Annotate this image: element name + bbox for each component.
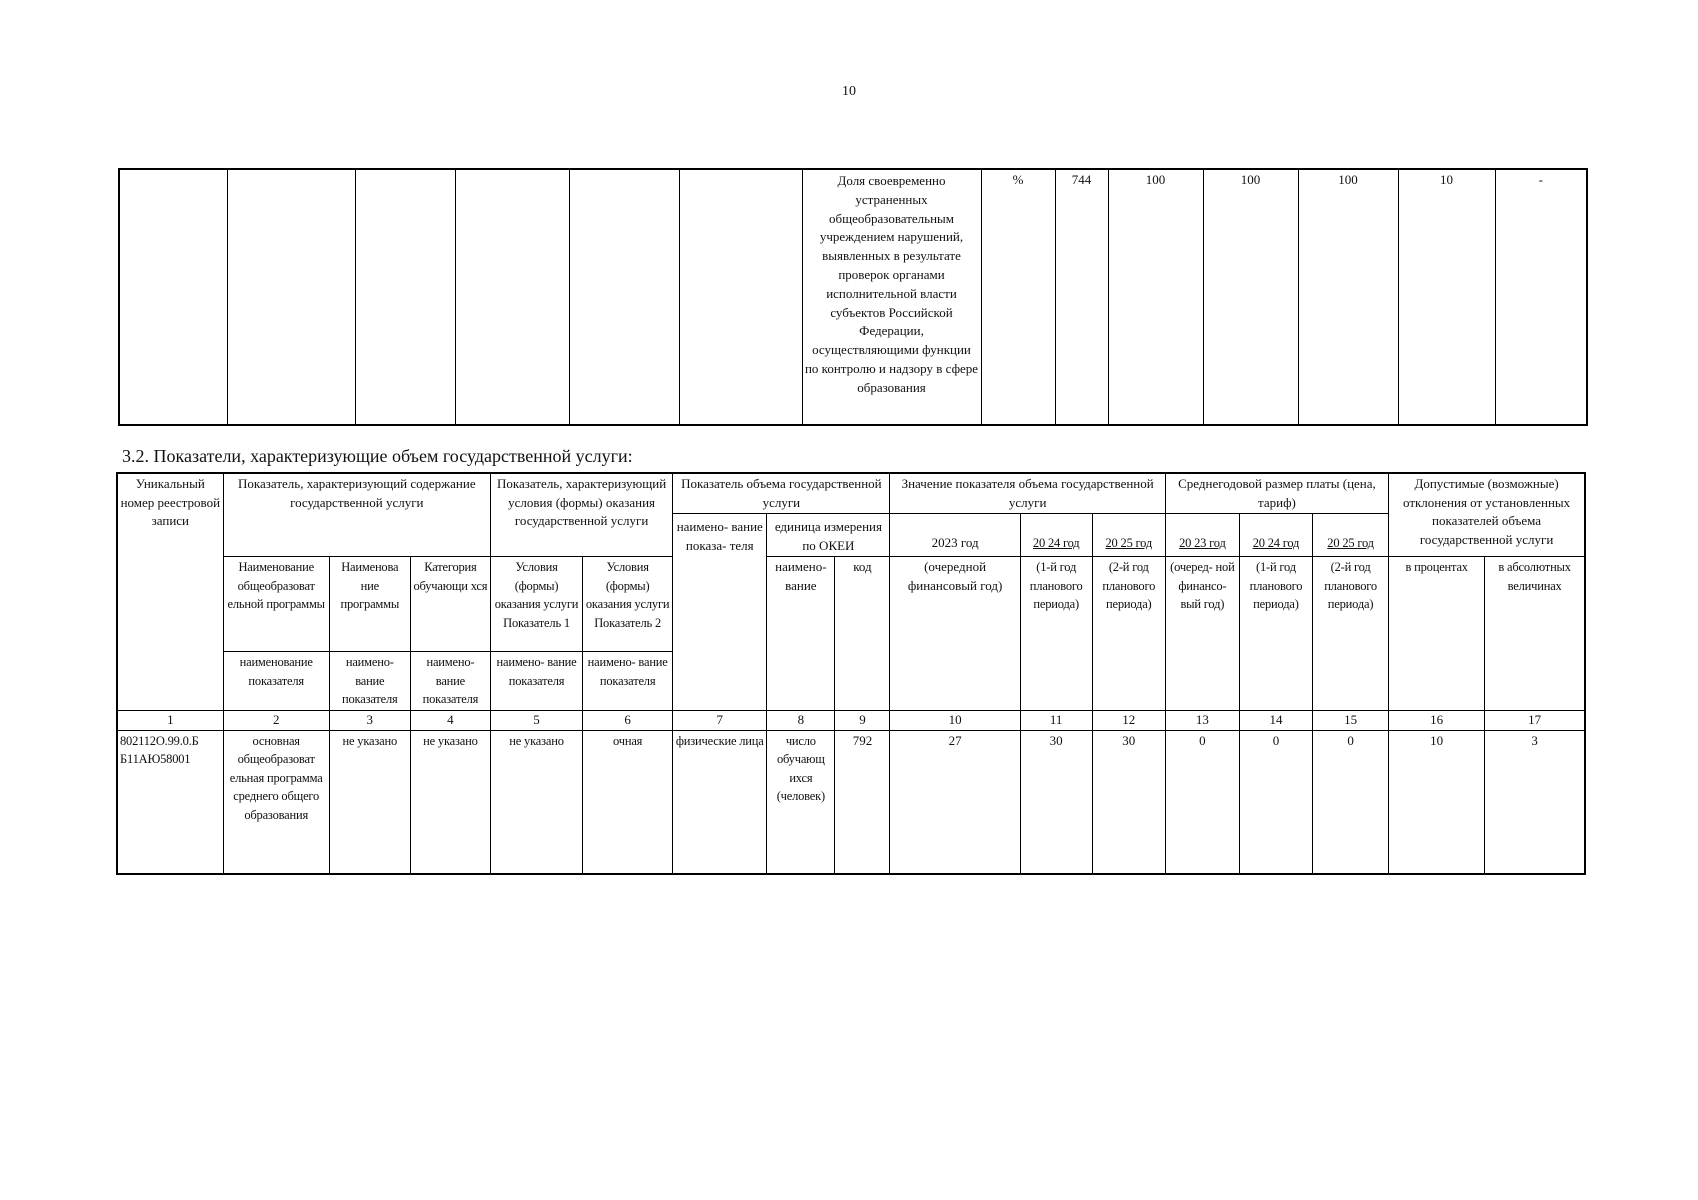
value-2023-cell: 100 [1108,169,1203,425]
header-unit-okei: единица измерения по ОКЕИ [767,514,890,557]
header-avg-fee: Среднегодовой размер платы (цена, тариф) [1165,473,1388,514]
column-number-row [117,711,1585,731]
header-year-2024: 20 24 год [1020,514,1092,557]
empty-cell [455,169,569,425]
header-unit-code: код [835,557,890,711]
header-condition-1: Условия (формы) оказания услуги Показатель 1 [490,557,582,652]
empty-cell [119,169,227,425]
fee-2023-cell: 0 [1165,730,1239,874]
empty-cell [679,169,802,425]
deviation-percent-cell: 10 [1389,730,1485,874]
indicator-name: Доля своевременно устраненных общеобразовательным учреждением нарушений, выявленных в результате проверок органами исполнительной власти субъектов Российской Федерации, осуществляющими функции по контролю и надзору в сфере образования [802,169,981,425]
header-fee-2024: 20 24 год [1239,514,1312,557]
header-unit-name: наимено- вание [767,557,835,711]
column-number: 14 [1239,711,1312,731]
unit-code-cell: 792 [835,730,890,874]
header-condition-2: Условия (формы) оказания услуги Показатель 2 [583,557,673,652]
value-2023-cell: 27 [890,730,1020,874]
deviation-absolute-cell: 3 [1485,730,1585,874]
column-number: 6 [583,711,673,731]
program-type-cell: не указано [329,730,410,874]
column-number: 9 [835,711,890,731]
header-content-indicator: Показатель, характеризующий содержание государственной услуги [223,473,490,557]
column-number: 4 [410,711,490,731]
header-student-category: Категория обучающи хся [410,557,490,652]
okei-code-cell: 744 [1055,169,1108,425]
header-indicator-label: наимено- вание показателя [329,652,410,711]
value-2025-cell: 30 [1092,730,1165,874]
column-number: 11 [1020,711,1092,731]
column-number: 7 [673,711,767,731]
fee-2024-cell: 0 [1239,730,1312,874]
deviation-absolute-cell: - [1495,169,1587,425]
column-number: 10 [890,711,1020,731]
header-year-2025: 20 25 год [1092,514,1165,557]
header-year-2024-note: (1-й год планового периода) [1020,557,1092,711]
column-number: 1 [117,711,223,731]
volume-name-cell: физические лица [673,730,767,874]
column-number: 16 [1389,711,1485,731]
column-number: 8 [767,711,835,731]
column-number: 15 [1313,711,1389,731]
deviation-percent-cell: 10 [1398,169,1495,425]
header-indicator-label: наимено- вание показателя [583,652,673,711]
header-in-absolute: в абсолютных величинах [1485,557,1585,711]
header-conditions-indicator: Показатель, характеризующий условия (формы) оказания государственной услуги [490,473,672,557]
student-category-cell: не указано [410,730,490,874]
header-program-name: Наименование общеобразоват ельной программы [223,557,329,652]
empty-cell [569,169,679,425]
value-2025-cell: 100 [1298,169,1398,425]
value-2024-cell: 100 [1203,169,1298,425]
header-year-2023-note: (очередной финансовый год) [890,557,1020,711]
header-fee-2023-note: (очеред- ной финансо- вый год) [1165,557,1239,711]
column-number: 5 [490,711,582,731]
header-fee-2025-note: (2-й год планового периода) [1313,557,1389,711]
empty-cell [227,169,355,425]
quality-indicators-table [118,168,1588,426]
registry-number-cell: 802112О.99.0.Б Б11АЮ58001 [117,730,223,874]
header-year-2025-note: (2-й год планового периода) [1092,557,1165,711]
condition-1-cell: не указано [490,730,582,874]
header-unique-number: Уникальный номер реестровой записи [117,473,223,711]
column-number: 3 [329,711,410,731]
header-volume-name: наимено- вание показа- теля [673,514,767,711]
column-number: 13 [1165,711,1239,731]
header-volume-value: Значение показателя объема государственной услуги [890,473,1165,514]
header-fee-2024-note: (1-й год планового периода) [1239,557,1312,711]
section-title: 3.2. Показатели, характеризующие объем государственной услуги: [122,446,633,466]
volume-indicators-table [116,472,1586,875]
column-number: 17 [1485,711,1585,731]
fee-2025-cell: 0 [1313,730,1389,874]
empty-cell [355,169,455,425]
unit-name-cell: число обучающ ихся (человек) [767,730,835,874]
header-indicator-label: наимено- вание показателя [490,652,582,711]
table-row [117,730,1585,874]
header-volume-indicator: Показатель объема государственной услуги [673,473,890,514]
header-indicator-label: наименование показателя [223,652,329,711]
unit-cell: % [981,169,1055,425]
page-number: 10 [842,84,856,99]
condition-2-cell: очная [583,730,673,874]
column-number: 2 [223,711,329,731]
header-year-2023: 2023 год [890,514,1020,557]
header-in-percent: в процентах [1389,557,1485,711]
header-indicator-label: наимено- вание показателя [410,652,490,711]
header-fee-2023: 20 23 год [1165,514,1239,557]
header-allowed-deviation: Допустимые (возможные) отклонения от установленных показателей объема государственной услуги [1389,473,1585,557]
header-program-type: Наименова ние программы [329,557,410,652]
header-fee-2025: 20 25 год [1313,514,1389,557]
program-name-cell: основная общеобразоват ельная программа среднего общего образования [223,730,329,874]
column-number: 12 [1092,711,1165,731]
value-2024-cell: 30 [1020,730,1092,874]
